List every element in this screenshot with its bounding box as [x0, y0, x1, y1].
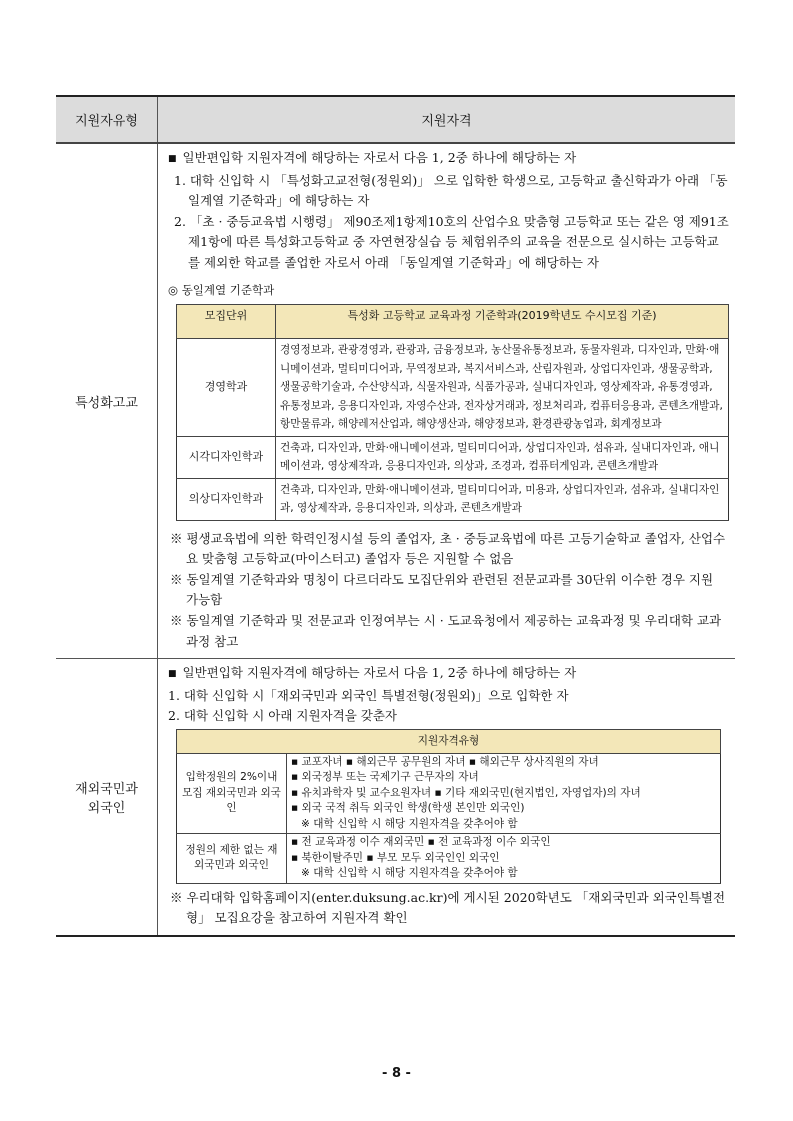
- dept-table-header: [177, 305, 729, 339]
- item-1: 1. 대학 신입학 시「재외국민과 외국인 특별전형(정원외)」으로 입학한 자: [168, 687, 569, 703]
- content-specialized: [158, 143, 736, 659]
- qualification-row: [177, 753, 721, 834]
- header-dept: 특성화 고등학교 교육과정 기준학과(2019학년도 수시모집 기준): [276, 305, 729, 339]
- qualification-line: ▪ 전 교육과정 이수 재외국민 ▪ 전 교육과정 이수 외국인: [291, 836, 551, 849]
- qualification-line: ▪ 유치과학자 및 교수요원자녀 ▪ 기타 재외국민(현지법인, 자영업자)의 자녀: [291, 786, 641, 799]
- note-overseas: ※ 우리대학 입학홈페이지(enter.duksung.ac.kr)에 게시된 2020학년도 「재외국민과 외국인특별전형」 모집요강을 참고하여 지원자격 확인: [170, 889, 726, 926]
- type-overseas-line1: 재외국민과: [75, 782, 138, 797]
- qualification-line: ▪ 외국정부 또는 국제기구 근무자의 자녀: [291, 771, 479, 784]
- eligibility-table: [56, 95, 735, 937]
- note-3: ※ 동일계열 기준학과 및 전문교과 인정여부는 시 · 도교육청에서 제공하는 교육과정 및 우리대학 교과과정 참고: [170, 613, 722, 649]
- dept-list: 경영정보과, 관광경영과, 관광과, 금융정보과, 농산물유통정보과, 동물자원과, 디자인과, 만화·애니메이션과, 멀티미디어과, 무역정보과, 복지서비스과, 산림자원과, 상업디자인과, 생물공학과, 생물공학기술과, 수산양식과, 식물자원과, 식품가공과, 실내디자인과, 영상제작과, 유통경영과, 유통정보과, 응용디자인과, 자영수산과, 전자상거래과, 정보처리과, 컴퓨터응용과, 콘텐츠개발과, 항만물류과, 해양레저산업과, 해양생산과, 해양정보과, 환경관광농업과, 회계정보과: [276, 339, 729, 437]
- header-applicant-type: 지원자유형: [56, 96, 158, 143]
- dept-list: 건축과, 디자인과, 만화·애니메이션과, 멀티미디어과, 상업디자인과, 섬유과, 실내디자인과, 애니메이션과, 영상제작과, 응용디자인과, 의상과, 조경과, 컴퓨터게임과, 콘텐츠개발과: [276, 436, 729, 478]
- dept-row: [177, 436, 729, 478]
- type-overseas: [56, 659, 158, 936]
- type-specialized: 특성화고교: [56, 143, 158, 659]
- unit-name: 경영학과: [177, 339, 276, 437]
- dept-row: [177, 478, 729, 520]
- qualification-table: [176, 729, 721, 884]
- qualification-category: 정원의 제한 없는 재외국민과 외국인: [177, 834, 287, 884]
- square-bullet-icon: ■: [168, 669, 177, 680]
- header-qualification: 지원자격유형: [177, 730, 721, 754]
- qualification-line: ▪ 북한이탈주민 ▪ 부모 모두 외국인인 외국인: [291, 851, 500, 864]
- qualification-line: ▪ 교포자녀 ▪ 해외근무 공무원의 자녀 ▪ 해외근무 상사직원의 자녀: [291, 755, 599, 768]
- unit-name: 의상디자인학과: [177, 478, 276, 520]
- bullet-line: [168, 663, 729, 686]
- qualification-list: [287, 753, 721, 834]
- dept-table: [176, 304, 729, 521]
- note-2: ※ 동일계열 기준학과와 명칭이 다르더라도 모집단위와 관련된 전문교과를 30단위 이수한 경우 지원 가능함: [170, 571, 714, 608]
- item-2: 2. 「초 · 중등교육법 시행령」 제90조제1항제10호의 산업수요 맞춤형 고등학교 또는 같은 영 제91조제1항에 따른 특성화고등학교 중 자연현장실습 등 체험위주의 교육을 전문으로 실시하는 고등학교를 제외한 학교를 졸업한 자로서 아래 「동일계열 기준학과」에 해당하는 자: [174, 213, 729, 270]
- square-bullet-icon: ■: [168, 154, 177, 164]
- bullet-line: [168, 148, 729, 171]
- type-overseas-line2: 외국인: [87, 801, 126, 816]
- item-1: 1. 대학 신입학 시 「특성화고교전형(정원외)」 으로 입학한 학생으로, 고등학교 출신학과가 아래 「동일계열 기준학과」에 해당하는 자: [174, 172, 728, 209]
- qualification-category: 입학정원의 2%이내 모집 재외국민과 외국인: [177, 753, 287, 834]
- unit-name: 시각디자인학과: [177, 436, 276, 478]
- note-1: ※ 평생교육법에 의한 학력인정시설 등의 졸업자, 초 · 중등교육법에 따른 고등기술학교 졸업자, 산업수요 맞춤형 고등학교(마이스터고) 졸업자 등은 지원할 수 없음: [170, 530, 726, 567]
- item-2: 2. 대학 신입학 시 아래 지원자격을 갖춘자: [168, 708, 397, 724]
- dept-row: [177, 339, 729, 437]
- header-unit: 모집단위: [177, 305, 276, 339]
- qualification-list: [287, 834, 721, 884]
- qualification-header: [177, 730, 721, 754]
- qualification-note: ※ 대학 신입학 시 해당 지원자격을 갖추어야 함: [301, 817, 518, 830]
- qualification-row: [177, 834, 721, 884]
- page-number: - 8 -: [382, 1066, 411, 1081]
- row-specialized: [56, 143, 735, 659]
- dept-list: 건축과, 디자인과, 만화·애니메이션과, 멀티미디어과, 미용과, 상업디자인과, 섬유과, 실내디자인과, 영상제작과, 응용디자인과, 의상과, 콘텐츠개발과: [276, 478, 729, 520]
- qualification-note: ※ 대학 신입학 시 해당 지원자격을 갖추어야 함: [301, 867, 518, 880]
- header-eligibility: 지원자격: [158, 96, 736, 143]
- content-overseas: [158, 659, 736, 936]
- bullet-text: 일반편입학 지원자격에 해당하는 자로서 다음 1, 2중 하나에 해당하는 자: [182, 150, 577, 165]
- row-overseas: [56, 659, 735, 936]
- table-header-row: [56, 96, 735, 143]
- sub-title: ◎ 동일계열 기준학과: [168, 282, 275, 297]
- bullet-text: 일반편입학 지원자격에 해당하는 자로서 다음 1, 2중 하나에 해당하는 자: [182, 665, 577, 681]
- qualification-line: ▪ 외국 국적 취득 외국인 학생(학생 본인만 외국인): [291, 802, 525, 815]
